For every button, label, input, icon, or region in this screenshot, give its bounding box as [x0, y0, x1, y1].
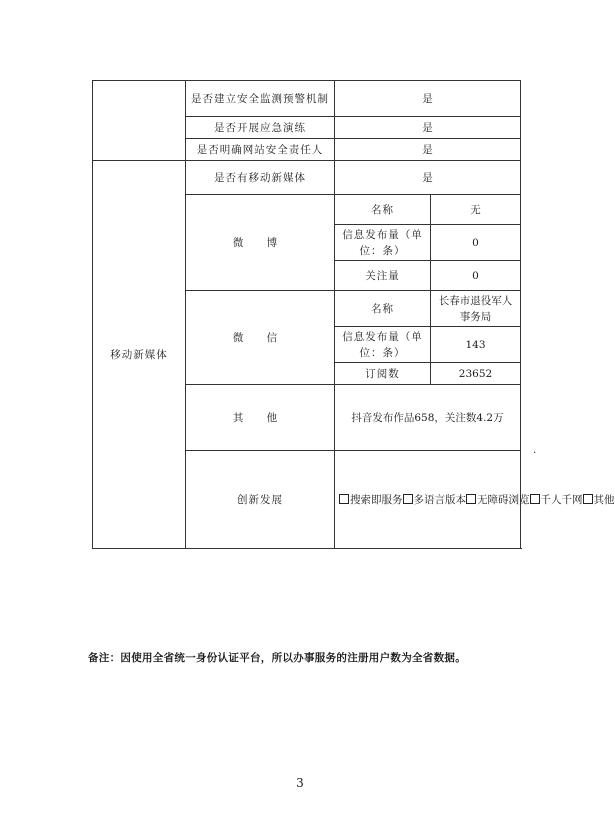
- innovation-options: [335, 451, 615, 549]
- option-search-service[interactable]: [339, 494, 403, 506]
- table-row: [93, 161, 521, 195]
- row-value-drill: 是: [335, 117, 521, 139]
- option-other[interactable]: [583, 494, 615, 506]
- option-personalized[interactable]: [530, 494, 583, 506]
- checkbox-icon: [530, 494, 540, 504]
- weibo-title: 微 博: [186, 195, 335, 291]
- report-table: [92, 80, 615, 549]
- option-multilingual[interactable]: [403, 494, 467, 506]
- option-label: 无障碍浏览: [477, 493, 530, 506]
- wechat-posts-value: 143: [431, 327, 521, 363]
- other-value: 抖音发布作品658，关注数4.2万: [335, 385, 521, 451]
- option-accessibility[interactable]: [466, 494, 530, 506]
- weibo-name-label: 名称: [335, 195, 431, 225]
- other-title: 其 他: [186, 385, 335, 451]
- checkbox-icon: [403, 494, 413, 504]
- row-label-responsible: 是否明确网站安全责任人: [186, 139, 335, 161]
- weibo-name-value: 无: [431, 195, 521, 225]
- stray-mark: .: [533, 445, 537, 456]
- page-number: 3: [296, 776, 304, 790]
- wechat-name-label: 名称: [335, 291, 431, 327]
- checkbox-icon: [466, 494, 476, 504]
- weibo-posts-label: 信息发布量（单位：条）: [335, 225, 431, 261]
- option-label: 其他: [593, 493, 615, 506]
- section-label-media: 移动新媒体: [93, 161, 186, 549]
- wechat-title: 微 信: [186, 291, 335, 385]
- footnote: 备注：因使用全省统一身份认证平台，所以办事服务的注册用户数为全省数据。: [88, 652, 466, 664]
- wechat-name-value: 长春市退役军人事务局: [431, 291, 521, 327]
- row-label-monitoring: 是否建立安全监测预警机制: [186, 81, 335, 117]
- row-value-has-media: 是: [335, 161, 521, 195]
- weibo-follow-value: 0: [431, 261, 521, 291]
- row-label-drill: 是否开展应急演练: [186, 117, 335, 139]
- row-value-monitoring: 是: [335, 81, 521, 117]
- weibo-posts-value: 0: [431, 225, 521, 261]
- wechat-subs-value: 23652: [431, 363, 521, 385]
- option-label: 千人千网: [540, 493, 583, 506]
- option-label: 多语言版本: [413, 493, 466, 506]
- checkbox-icon: [583, 494, 593, 504]
- innovation-label: 创新发展: [186, 451, 335, 549]
- checkbox-icon: [339, 494, 349, 504]
- table-row: [93, 81, 521, 117]
- wechat-posts-label: 信息发布量（单位：条）: [335, 327, 431, 363]
- blank-section-cell: [93, 81, 186, 161]
- wechat-subs-label: 订阅数: [335, 363, 431, 385]
- row-label-has-media: 是否有移动新媒体: [186, 161, 335, 195]
- weibo-follow-label: 关注量: [335, 261, 431, 291]
- option-label: 搜索即服务: [350, 493, 403, 506]
- row-value-responsible: 是: [335, 139, 521, 161]
